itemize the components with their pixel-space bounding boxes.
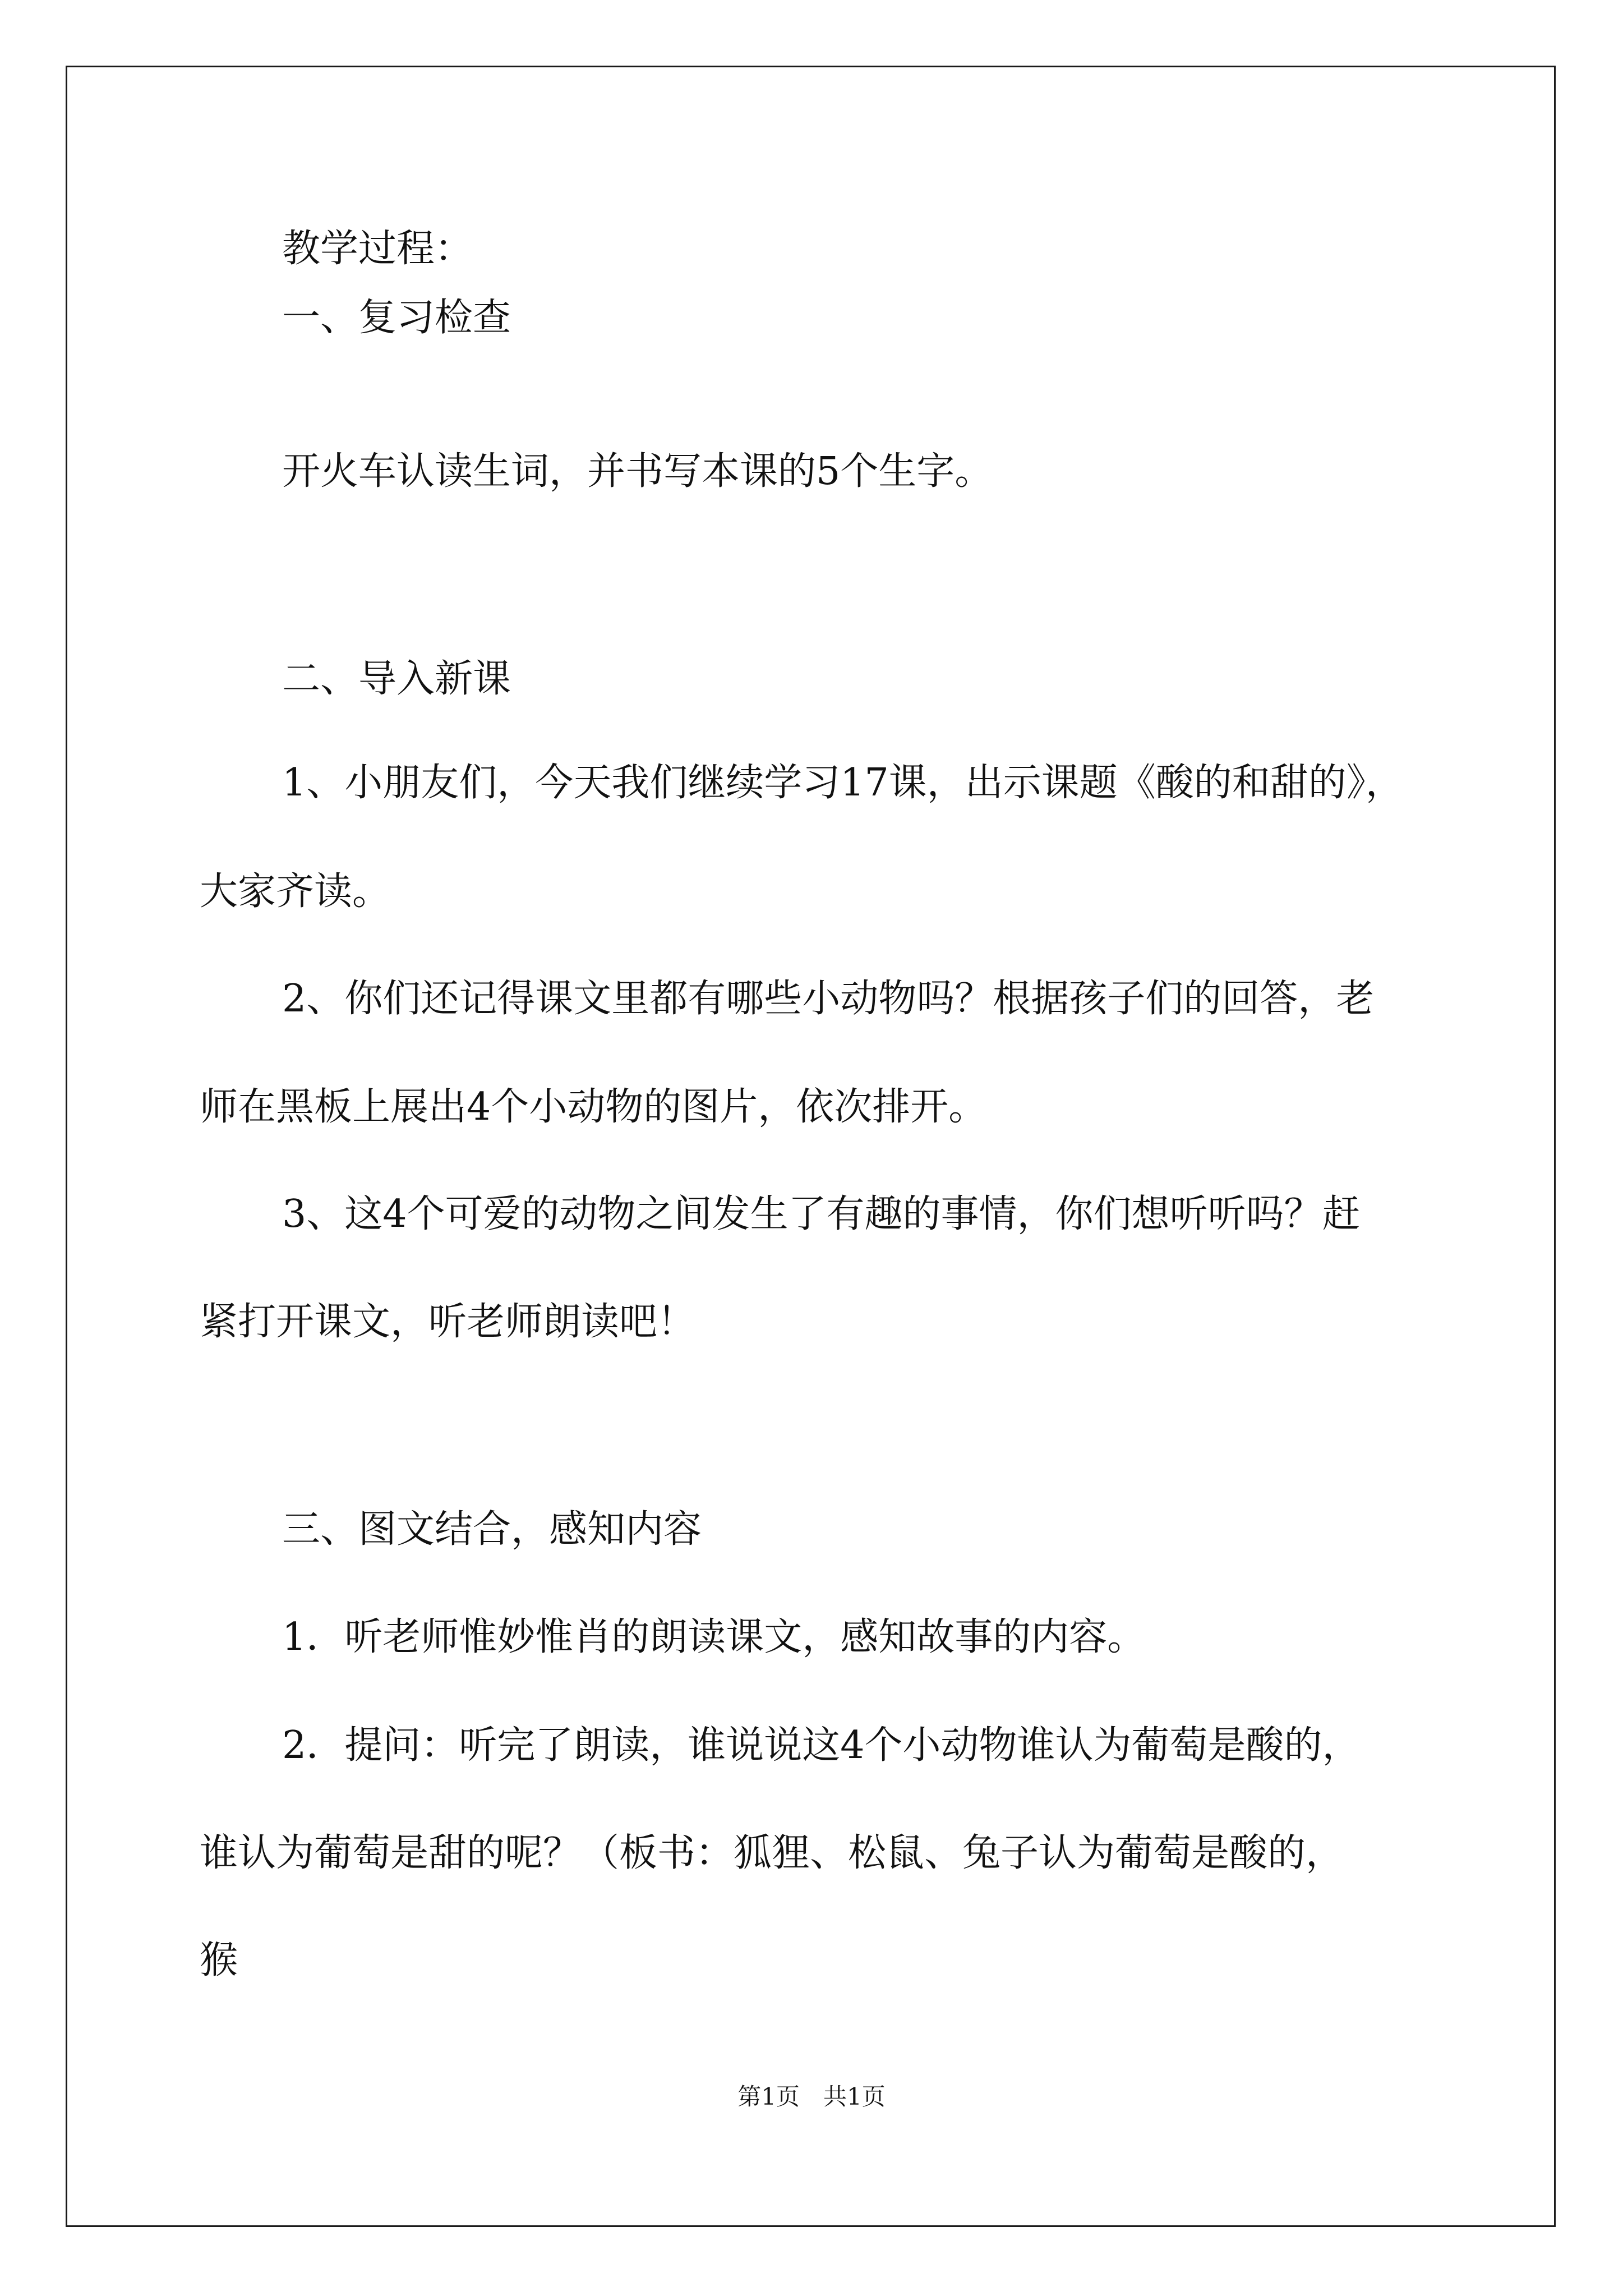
- paragraph-content-2-cont: 谁认为葡萄是甜的呢？（板书：狐狸、松鼠、兔子认为葡萄是酸的，: [200, 1831, 1344, 1875]
- paragraph-intro-3: 3、这4个可爱的动物之间发生了有趣的事情，你们想听听吗？赶: [282, 1192, 1361, 1236]
- section-heading-review: 一、复习检查: [282, 296, 511, 340]
- paragraph-review: 开火车认读生词，并书写本课的5个生字。: [282, 449, 993, 494]
- paragraph-intro-2: 2、你们还记得课文里都有哪些小动物吗？根据孩子们的回答，老: [282, 977, 1375, 1021]
- paragraph-content-2: 2．提问：听完了朗读，谁说说这4个小动物谁认为葡萄是酸的，: [282, 1723, 1361, 1768]
- paragraph-content-1: 1．听老师惟妙惟肖的朗读课文，感知故事的内容。: [282, 1615, 1146, 1659]
- section-heading-content: 三、图文结合，感知内容: [282, 1507, 702, 1552]
- heading-teaching-process: 教学过程：: [282, 227, 473, 271]
- page-border: [66, 66, 1556, 2227]
- paragraph-intro-2-cont: 师在黑板上展出4个小动物的图片，依次排开。: [200, 1085, 987, 1129]
- section-heading-intro: 二、导入新课: [282, 657, 511, 701]
- paragraph-content-2-tail: 猴: [200, 1938, 238, 1982]
- paragraph-intro-1-cont: 大家齐读。: [200, 869, 391, 914]
- page-footer: 第1页 共1页: [737, 2083, 886, 2110]
- paragraph-intro-1: 1、小朋友们，今天我们继续学习17课，出示课题《酸的和甜的》，: [282, 761, 1404, 805]
- paragraph-intro-3-cont: 紧打开课文，听老师朗读吧！: [200, 1300, 696, 1344]
